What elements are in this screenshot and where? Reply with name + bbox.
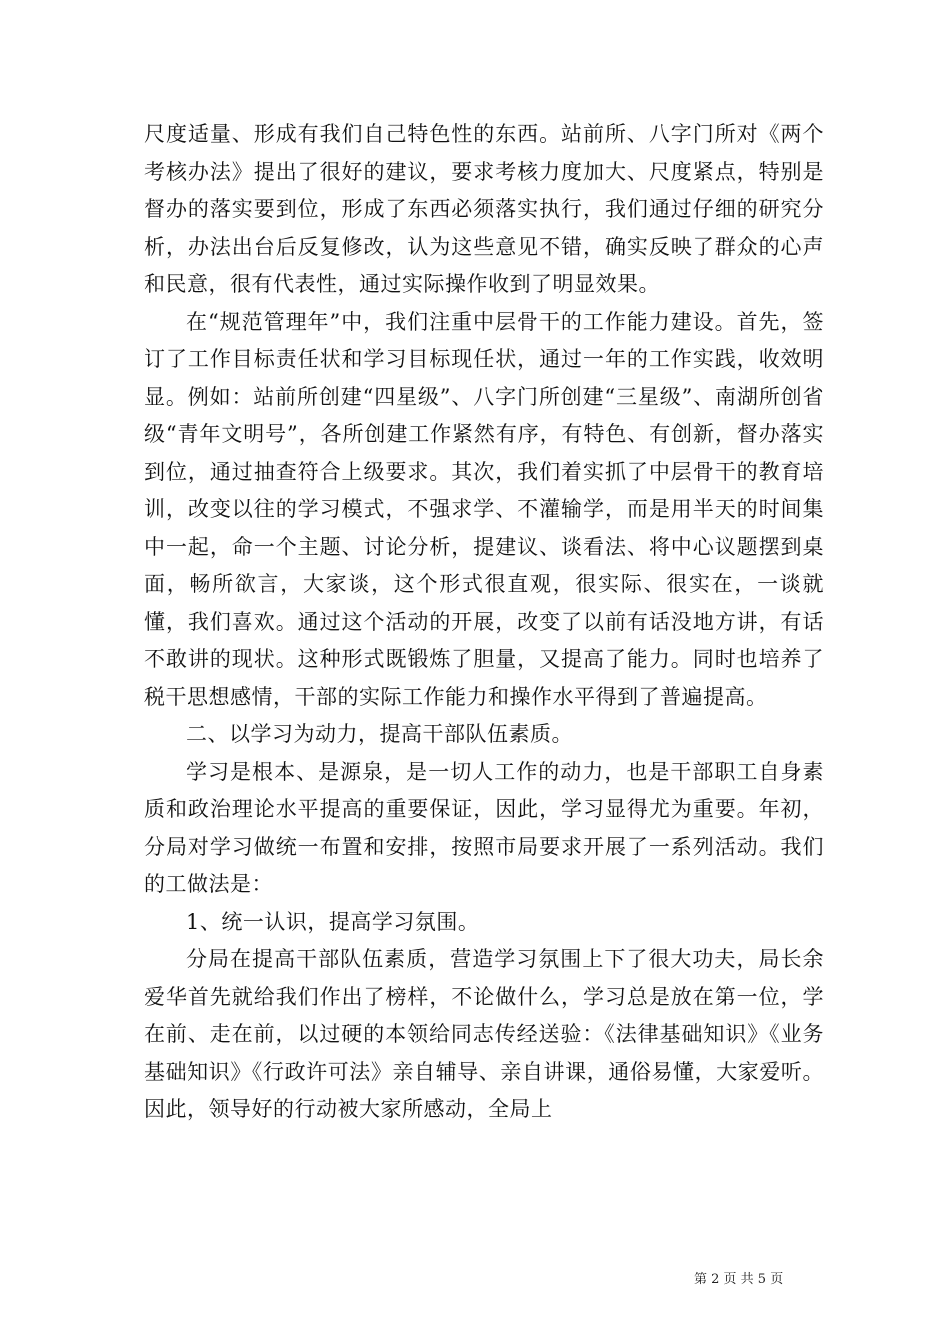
subheading-unify-understanding: 1、统一认识，提高学习氛围。 [186,909,480,934]
document-body [144,116,824,1129]
paragraph-continuation: 尺度适量、形成有我们自己特色性的东西。站前所、八字门所对《两个考核办法》提出了很好的建议，要求考核力度加大、尺度紧点，特别是督办的落实要到位，形成了东西必须落实执行，我们通过仔细的研究分析，办法出台后反复修改，认为这些意见不错，确实反映了群众的心声和民意，很有代表性，通过实际操作收到了明显效果。 [144,122,824,296]
paragraph-leader-example: 分局在提高干部队伍素质，营造学习氛围上下了很大功夫，局长余爱华首先就给我们作出了榜样，不论做什么，学习总是放在第一位，学在前、走在前，以过硬的本领给同志传经送验：《法律基础知识》《业务基础知识》《行政许可法》亲自辅导、亲自讲课，通俗易懂，大家爱听。因此，领导好的行动被大家所感动，全局上 [144,947,824,1121]
page-number-footer: 第 2 页 共 5 页 [694,1272,784,1287]
section-heading-study: 二、以学习为动力，提高干部队伍素质。 [186,722,573,746]
paragraph-study-importance: 学习是根本、是源泉，是一切人工作的动力，也是干部职工自身素质和政治理论水平提高的重要保证，因此，学习显得尤为重要。年初，分局对学习做统一布置和安排，按照市局要求开展了一系列活动。我们的工做法是： [144,759,824,896]
paragraph-management-year: 在“规范管理年”中，我们注重中层骨干的工作能力建设。首先，签订了工作目标责任状和学习目标现任状，通过一年的工作实践，收效明显。例如：站前所创建“四星级”、八字门所创建“三星级”、南湖所创省级“青年文明号”，各所创建工作紧然有序，有特色、有创新，督办落实到位，通过抽查符合上级要求。其次，我们着实抓了中层骨干的教育培训，改变以往的学习模式，不强求学、不灌输学，而是用半天的时间集中一起，命一个主题、讨论分析，提建议、谈看法、将中心议题摆到桌面，畅所欲言，大家谈，这个形式很直观，很实际、很实在，一谈就懂，我们喜欢。通过这个活动的开展，改变了以前有话没地方讲，有话不敢讲的现状。这种形式既锻炼了胆量，又提高了能力。同时也培养了税干思想感情，干部的实际工作能力和操作水平得到了普遍提高。 [144,309,824,709]
